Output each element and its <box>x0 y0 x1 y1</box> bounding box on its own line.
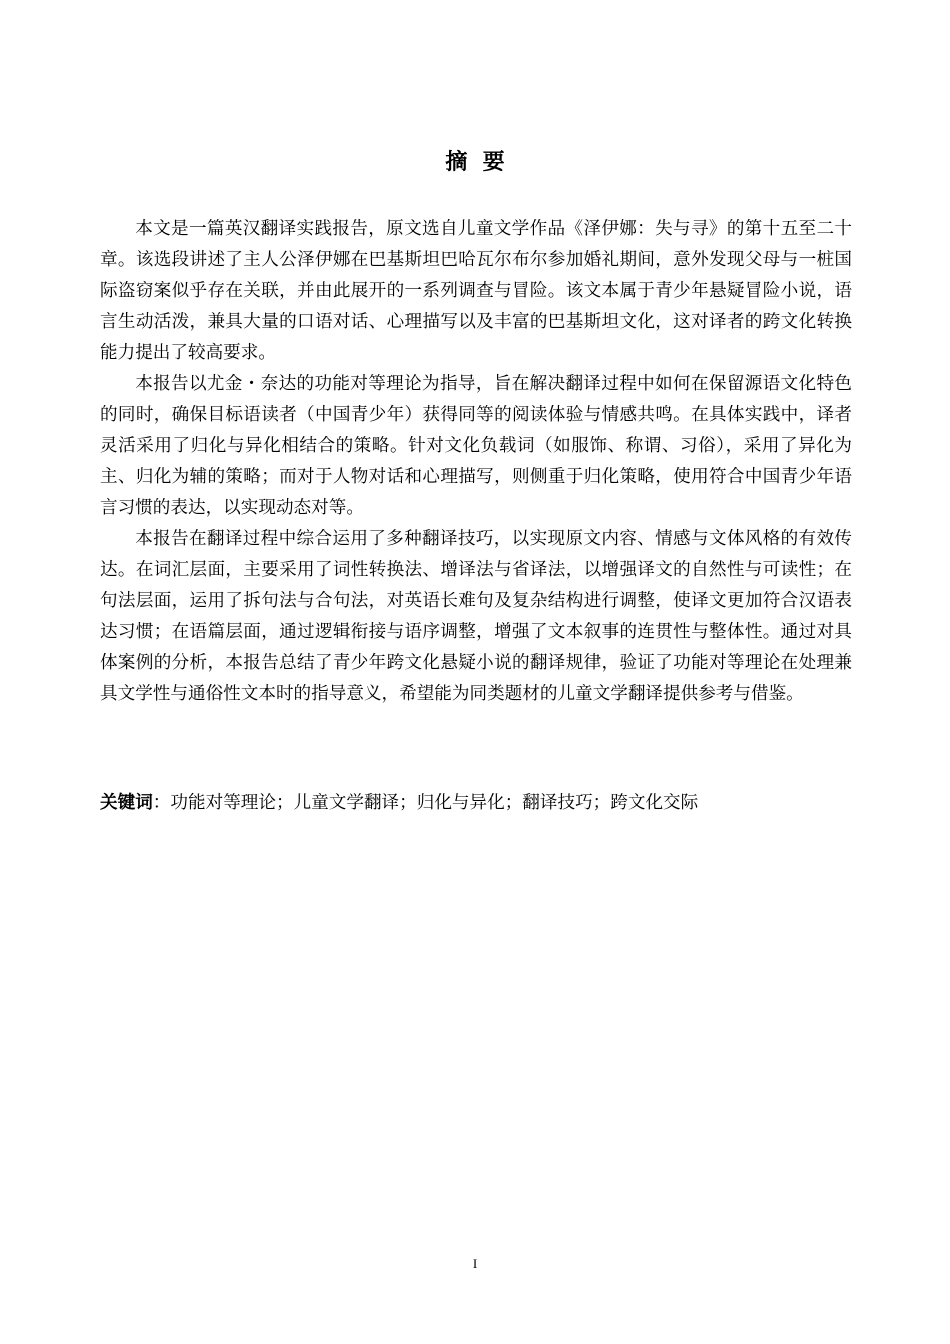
keywords-separator: ： <box>152 793 171 813</box>
abstract-paragraph-1: 本文是一篇英汉翻译实践报告，原文选自儿童文学作品《泽伊娜：失与寻》的第十五至二十章。该选段讲述了主人公泽伊娜在巴基斯坦巴哈瓦尔布尔参加婚礼期间，意外发现父母与一桩国际盗窃案似乎存在关联，并由此展开的一系列调查与冒险。该文本属于青少年悬疑冒险小说，语言生动活泼，兼具大量的口语对话、心理描写以及丰富的巴基斯坦文化，这对译者的跨文化转换能力提出了较高要求。 <box>100 219 852 363</box>
keywords-text: 功能对等理论；儿童文学翻译；归化与异化；翻译技巧；跨文化交际 <box>170 793 699 813</box>
abstract-paragraph-2: 本报告以尤金・奈达的功能对等理论为指导，旨在解决翻译过程中如何在保留源语文化特色的同时，确保目标语读者（中国青少年）获得同等的阅读体验与情感共鸣。在具体实践中，译者灵活采用了归化与异化相结合的策略。针对文化负载词（如服饰、称谓、习俗），采用了异化为主、归化为辅的策略；而对于人物对话和心理描写，则侧重于归化策略，使用符合中国青少年语言习惯的表达，以实现动态对等。 <box>100 374 852 518</box>
abstract-body <box>100 214 852 710</box>
keywords-label: 关键词 <box>100 793 153 813</box>
abstract-paragraph-3: 本报告在翻译过程中综合运用了多种翻译技巧，以实现原文内容、情感与文体风格的有效传达。在词汇层面，主要采用了词性转换法、增译法与省译法，以增强译文的自然性与可读性；在句法层面，运用了拆句法与合句法，对英语长难句及复杂结构进行调整，使译文更加符合汉语表达习惯；在语篇层面，通过逻辑衔接与语序调整，增强了文本叙事的连贯性与整体性。通过对具体案例的分析，本报告总结了青少年跨文化悬疑小说的翻译规律，验证了功能对等理论在处理兼具文学性与通俗性文本时的指导意义，希望能为同类题材的儿童文学翻译提供参考与借鉴。 <box>100 529 852 704</box>
abstract-title: 摘 要 <box>445 150 505 175</box>
keywords-line <box>100 788 852 819</box>
page-number: I <box>472 1256 478 1271</box>
